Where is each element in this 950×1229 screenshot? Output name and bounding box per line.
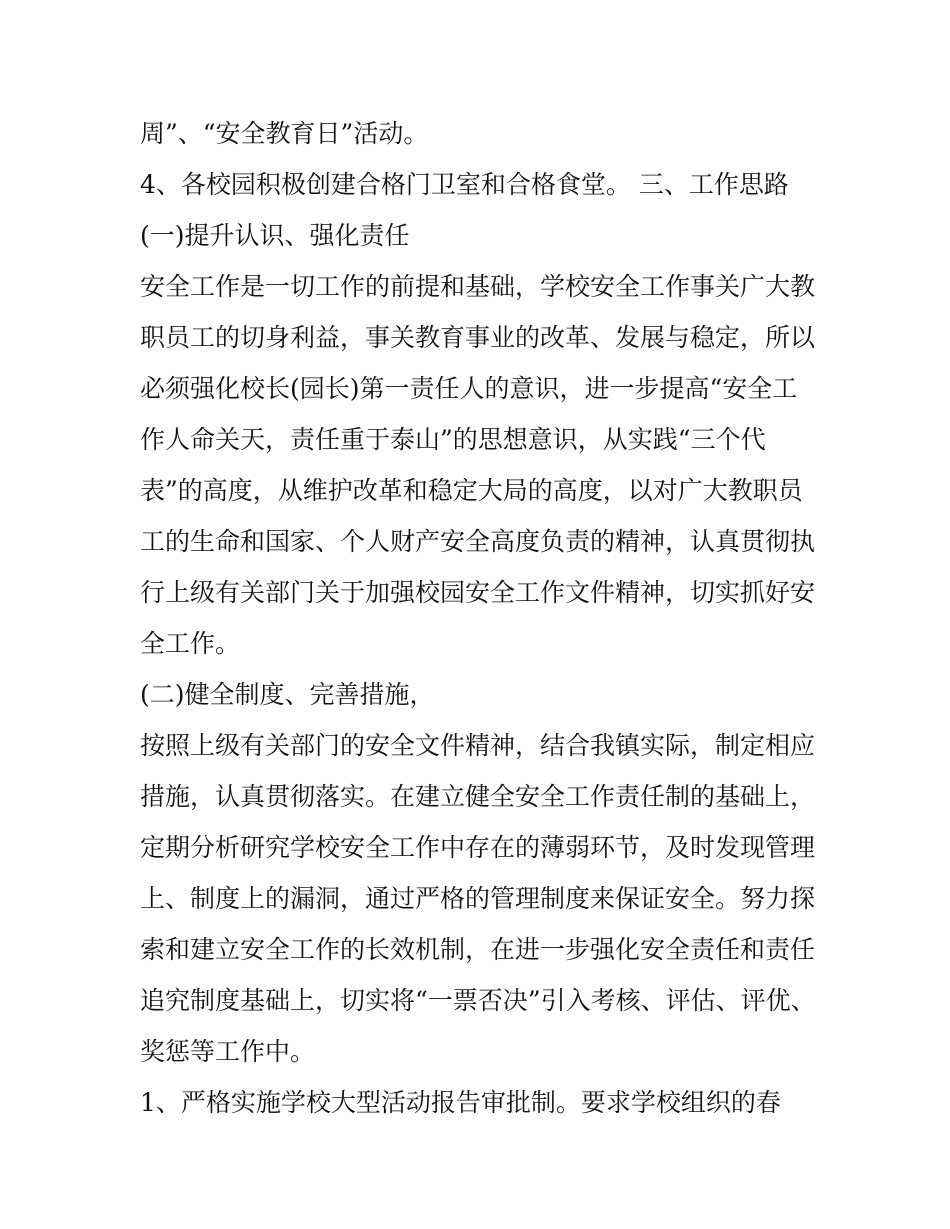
text-line: 1、严格实施学校大型活动报告审批制。要求学校组织的春 [140,1088,781,1117]
text-line: 全工作。 [140,629,241,658]
section-heading: (一)提升认识、强化责任 [140,221,410,250]
text-line: 行上级有关部门关于加强校园安全工作文件精神，切实抓好安 [140,578,816,607]
text-line: 按照上级有关部门的安全文件精神，结合我镇实际，制定相应 [140,731,816,760]
text-line: 上、制度上的漏洞，通过严格的管理制度来保证安全。努力探 [140,884,816,913]
text-line: 周”、“安全教育日”活动。 [140,119,429,148]
text-line: 追究制度基础上，切实将“一票否决”引入考核、评估、评优、 [140,986,816,1015]
text-line: 职员工的切身利益，事关教育事业的改革、发展与稳定，所以 [140,323,816,352]
text-line: 4、各校园积极创建合格门卫室和合格食堂。 三、工作思路 [140,170,789,199]
text-line: 表”的高度，从维护改革和稳定大局的高度，以对广大教职员 [140,476,803,505]
text-line: 措施，认真贯彻落实。在建立健全安全工作责任制的基础上， [140,782,816,811]
text-line: 安全工作是一切工作的前提和基础，学校安全工作事关广大教 [140,272,816,301]
text-line: 作人命关天，责任重于泰山”的思想意识，从实践“三个代 [140,425,766,454]
document-body [140,108,830,1128]
section-heading: (二)健全制度、完善措施， [140,680,435,709]
text-line: 定期分析研究学校安全工作中存在的薄弱环节，及时发现管理 [140,833,816,862]
text-line: 索和建立安全工作的长效机制，在进一步强化安全责任和责任 [140,935,816,964]
text-line: 奖惩等工作中。 [140,1037,316,1066]
text-line: 必须强化校长(园长)第一责任人的意识，进一步提高“安全工 [140,374,798,403]
text-line: 工的生命和国家、个人财产安全高度负责的精神，认真贯彻执 [140,527,816,556]
